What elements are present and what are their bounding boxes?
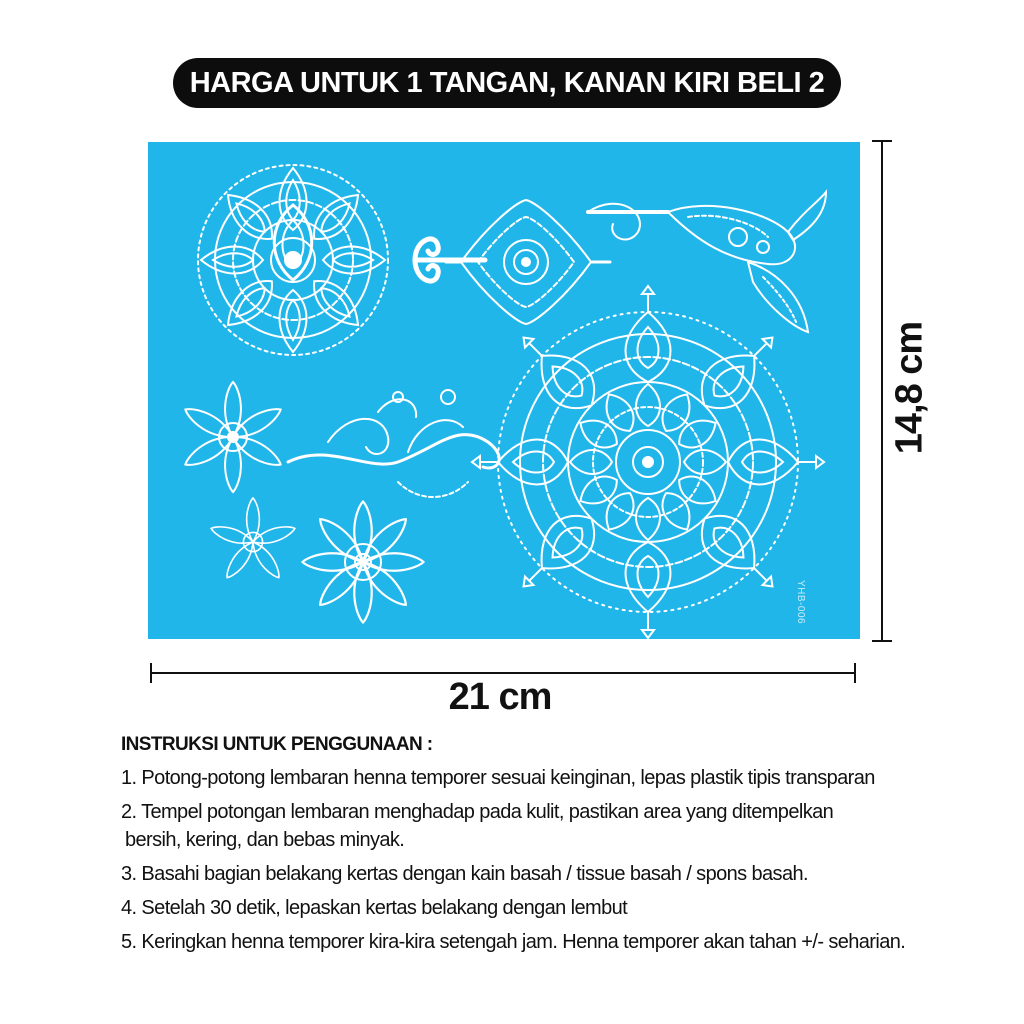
instruction-step: 5. Keringkan henna temporer kira-kira setengah jam. Henna temporer akan tahan +/- seharian. — [121, 931, 906, 953]
instruction-step: 2. Tempel potongan lembaran menghadap pada kulit, pastikan area yang ditempelkan — [121, 801, 834, 823]
sheet-code-label: YHB-006 — [795, 580, 806, 625]
price-banner-text: HARGA UNTUK 1 TANGAN, KANAN KIRI BELI 2 — [189, 66, 825, 99]
instruction-step: 4. Setelah 30 detik, lepaskan kertas belakang dengan lembut — [121, 897, 628, 919]
instructions-title: INSTRUKSI UNTUK PENGGUNAAN : — [121, 734, 433, 755]
usage-instructions — [121, 734, 1001, 964]
instruction-step-continuation: bersih, kering, dan bebas minyak. — [125, 829, 405, 851]
price-banner — [173, 58, 841, 108]
height-dimension-label: 14,8 cm — [888, 321, 931, 455]
instruction-step: 1. Potong-potong lembaran henna temporer sesuai keinginan, lepas plastik tipis transparan — [121, 767, 875, 789]
instruction-step: 3. Basahi bagian belakang kertas dengan kain basah / tissue basah / spons basah. — [121, 863, 808, 885]
width-dimension-label: 21 cm — [448, 676, 552, 718]
large-mandala-motif — [472, 286, 824, 638]
henna-pattern-artwork — [148, 142, 860, 639]
floral-vine-motif — [181, 382, 499, 623]
henna-sheet — [148, 142, 860, 639]
peacock-feather-motif — [588, 192, 826, 332]
lotus-mandala-motif — [198, 165, 388, 355]
